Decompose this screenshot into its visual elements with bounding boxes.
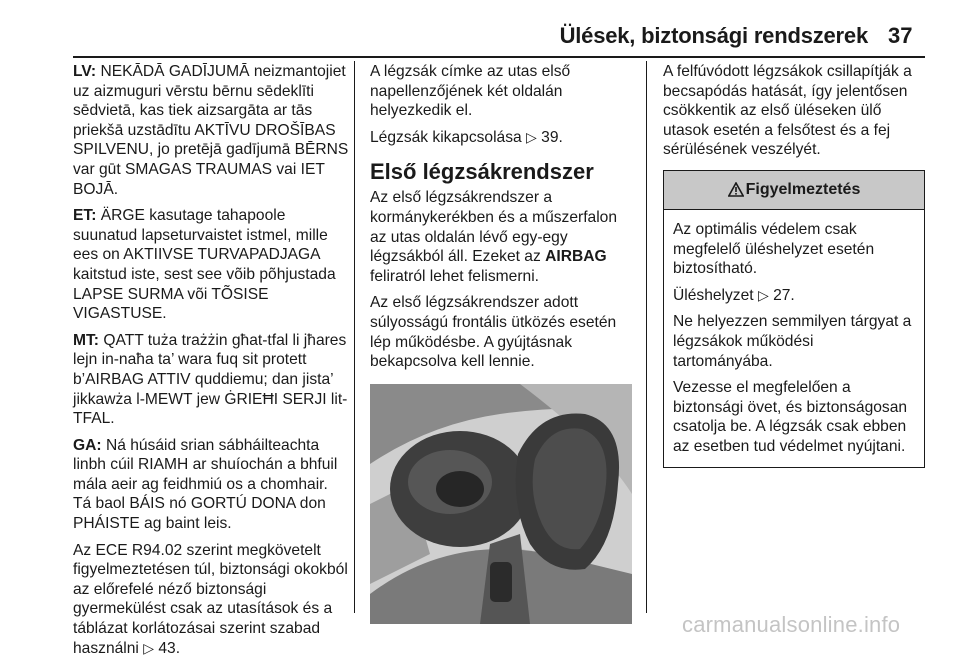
warning-title: Figyelmeztetés: [745, 181, 861, 199]
warning-text: Az optimális védelem csak megfelelő üléshelyzet esetén biztosítható.: [673, 220, 875, 278]
page-reference-link[interactable]: 27.: [773, 286, 795, 304]
reference-arrow-icon: ▷: [143, 639, 155, 656]
page-number: 37: [888, 23, 913, 48]
header-rule: [73, 56, 925, 58]
seat-position-reference: Üléshelyzet ▷ 27.: [673, 286, 795, 304]
reference-arrow-icon: ▷: [526, 128, 537, 145]
section-heading: Első légzsákrendszer: [370, 159, 594, 185]
page-reference-link[interactable]: 43.: [158, 639, 181, 657]
warning-box: [663, 170, 925, 468]
page-title: Ülések, biztonsági rendszerek: [559, 23, 868, 48]
warning-triangle-icon: [728, 182, 744, 197]
deactivation-reference: Légzsák kikapcsolása ▷ 39.: [370, 128, 563, 146]
warning-body: [664, 210, 924, 467]
warning-text: Vezesse el megfelelően a biztonsági övet, és biztonságosan csatolja be. A légzsák csak ebben az esetben tud védelmet nyújtani.: [673, 379, 908, 455]
warning-mt: MT: QATT tuża trażżin għat-tfal li jħares lejn in-naħa ta’ wara fuq sit protett b’AIRBAG ATTIV quddiemu; dan jista’ jikkawża l-MEWT jew ĠRIEĦI SERJI lit-TFAL.: [73, 331, 348, 428]
column-2: [370, 62, 634, 624]
warning-text: Ne helyezzen semmilyen tárgyat a légzsákok működési tartományába.: [673, 313, 912, 370]
column-1: [73, 62, 349, 665]
intro-paragraph: A felfúvódott légzsákok csillapítják a becsapódás hatását, így jelentősen csökkentik az első üléseken ülő utasok esetén a felsőtest és a fej sérülésének veszélyét.: [663, 63, 912, 159]
warning-header: [664, 171, 924, 210]
warning-ga: GA: Ná húsáid srian sábháilteachta linbh cúil RIAMH ar shuíochán a bhfuil mála aeir ag feidhmiú os a chomhair. Tá baol BÁIS nó GORTÚ DONA don PHÁISTE ag baint leis.: [73, 436, 338, 533]
column-divider: [354, 61, 355, 613]
system-description: Az első légzsákrendszer a kormánykerékben és a műszerfalon az utas oldalán lévő egy-egy légzsákból áll. Ezeket az AIRBAG feliratról lehet felismerni.: [370, 189, 618, 285]
reference-arrow-icon: ▷: [757, 286, 769, 303]
warning-et: ET: ÄRGE kasutage tahapoole suunatud lapseturvaistet istmel, mille ees on AKTIIVSE TURVAPADJAGA kaitstud iste, sest see võib põhjustada LAPSE SURMA või TÕSISE VIGASTUSE.: [73, 207, 336, 323]
airbag-illustration: [370, 384, 632, 624]
page-reference-link[interactable]: 39.: [541, 128, 563, 146]
warning-lv: LV: NEKĀDĀ GADĪJUMĀ neizmantojiet uz aizmuguri vērstu bērnu sēdeklīti sēdvietā, kas tiek aizsargāta ar tās priekšā uzstādītu AKTĪVU DROŠĪBAS SPILVENU, jo pretējā gadījumā BĒRNS var gūt SMAGAS TRAUMAS vai IET BOJĀ.: [73, 63, 349, 198]
label-location-paragraph: A légzsák címke az utas első napellenzőjének két oldalán helyezkedik el.: [370, 63, 571, 120]
ece-paragraph: Az ECE R94.02 szerint megkövetelt figyelmeztetésen túl, biztonsági okokból az előrefelé néző biztonsági gyermekülést csak az utasítások és a táblázat korlátozásai szerint szabad használni ▷ 43.: [73, 541, 348, 657]
column-divider: [646, 61, 647, 613]
activation-paragraph: Az első légzsákrendszer adott súlyosságú frontális ütközés esetén lép működésbe. A gyújtásnak bekapcsolva kell lennie.: [370, 294, 617, 371]
watermark: carmanualsonline.info: [682, 612, 901, 637]
column-3: [663, 62, 925, 468]
